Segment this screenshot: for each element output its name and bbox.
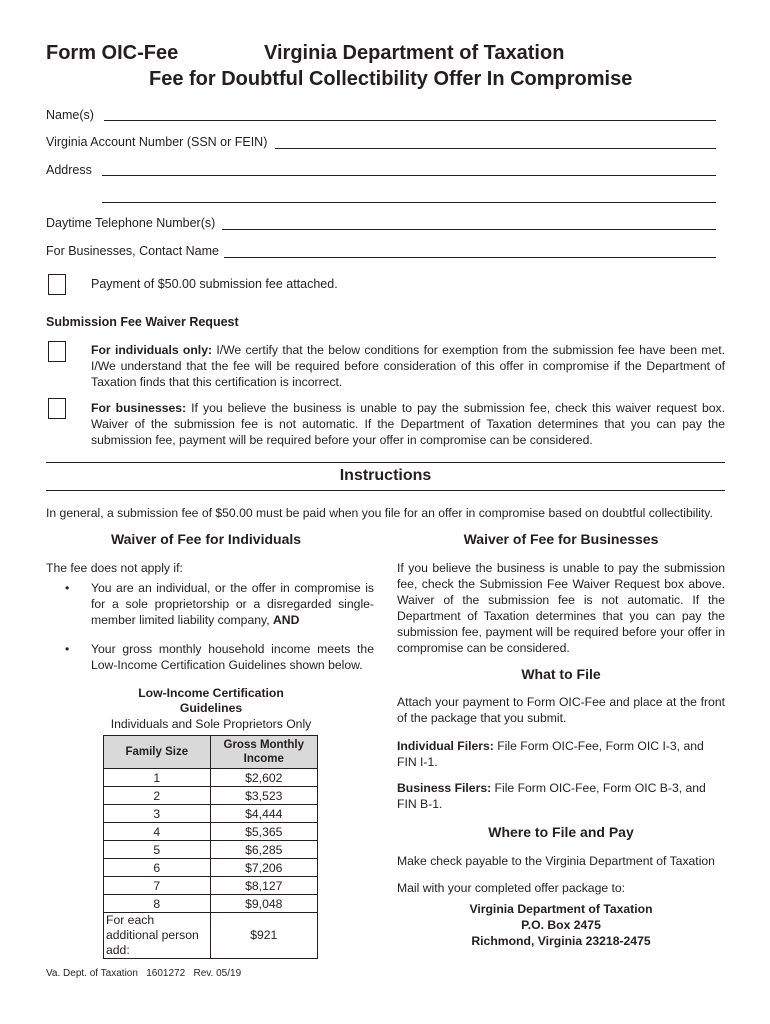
individuals-waiver-checkbox[interactable] [48, 341, 66, 362]
individuals-waiver-lead: For individuals only: [91, 343, 213, 357]
check-payable-text: Make check payable to the Virginia Department of Taxation [397, 854, 715, 868]
individuals-heading: Waiver of Fee for Individuals [110, 531, 302, 547]
businesses-waiver-lead: For businesses: [91, 401, 187, 415]
address-field-line1[interactable] [102, 175, 716, 176]
business-filers-lead: Business Filers: [397, 781, 492, 795]
payment-attached-label: Payment of $50.00 submission fee attached. [91, 277, 338, 291]
instructions-intro: In general, a submission fee of $50.00 must be paid when you file for an offer in compromise based on doubtful collectibility. [46, 506, 713, 520]
businesses-heading: Waiver of Fee for Businesses [463, 531, 659, 547]
waiver-request-heading: Submission Fee Waiver Request [46, 315, 239, 329]
business-filers-text: Business Filers: File Form OIC-Fee, Form OIC B-3, and FIN B-1. [397, 781, 706, 811]
individual-filers-lead: Individual Filers: [397, 739, 494, 753]
names-field[interactable] [104, 120, 716, 121]
account-number-label: Virginia Account Number (SSN or FEIN) [46, 135, 268, 149]
individuals-condition-2: • Your gross monthly household income meets the Low-Income Certification Guidelines shown below. [65, 642, 374, 672]
table-row: 5 $6,285 [104, 841, 318, 859]
form-id: Form OIC-Fee [46, 42, 179, 64]
phone-label: Daytime Telephone Number(s) [46, 216, 216, 230]
form-subtitle: Fee for Doubtful Collectibility Offer In Compromise [149, 68, 633, 90]
individuals-condition-1: • You are an individual, or the offer in compromise is for a sole proprietorship or a disregarded single-member limited liability company, AND [65, 581, 374, 627]
income-guidelines-table [103, 735, 318, 959]
and-emphasis: AND [272, 613, 300, 627]
table-row: 4 $5,365 [104, 823, 318, 841]
businesses-text: If you believe the business is unable to pay the submission fee, check the Submission Fee Waiver Request box above. Waiver of the submission fee is not automatic. If the Department of Taxation determines that you can pay the submission fee, payment will be required before your offer in compromise can be considered. [397, 561, 725, 655]
names-label: Name(s) [46, 108, 94, 122]
guidelines-subtitle: Individuals and Sole Proprietors Only [110, 717, 312, 731]
family-size-header: Family Size [104, 736, 211, 769]
table-row-additional: For each additional person add: $921 [104, 913, 318, 959]
table-row: 3 $4,444 [104, 805, 318, 823]
table-row: 7 $8,127 [104, 877, 318, 895]
table-row: 1 $2,602 [104, 769, 318, 787]
where-to-file-heading: Where to File and Pay [488, 824, 634, 840]
account-number-field[interactable] [275, 148, 716, 149]
mailing-address-line3: Richmond, Virginia 23218-2475 [471, 934, 651, 948]
guidelines-title: Low-Income Certification Guidelines [138, 686, 284, 715]
table-row: 2 $3,523 [104, 787, 318, 805]
individuals-waiver-body: I/We certify that the below conditions for exemption from the submission fee have been met. I/We understand that the fee will be required before consideration of this offer in compromise if the Department of Taxation finds that this certification is incorrect. [91, 343, 725, 389]
instructions-divider [46, 462, 725, 463]
businesses-waiver-text [91, 400, 725, 448]
mail-instructions-text: Mail with your completed offer package to: [397, 881, 626, 895]
table-row: 6 $7,206 [104, 859, 318, 877]
mailing-address [397, 901, 725, 949]
instructions-heading: Instructions [339, 467, 432, 484]
individual-filers-text: Individual Filers: File Form OIC-Fee, Form OIC I-3, and FIN I-1. [397, 739, 704, 769]
what-to-file-heading: What to File [521, 666, 601, 682]
what-to-file-text: Attach your payment to Form OIC-Fee and place at the front of the package that you submit. [397, 695, 725, 725]
contact-name-field[interactable] [224, 257, 716, 258]
contact-name-label: For Businesses, Contact Name [46, 244, 219, 258]
address-label: Address [46, 163, 92, 177]
instructions-divider-bottom [46, 490, 725, 491]
mailing-address-line2: P.O. Box 2475 [521, 918, 601, 932]
individuals-intro: The fee does not apply if: [46, 561, 183, 575]
table-row: 8 $9,048 [104, 895, 318, 913]
businesses-waiver-body: If you believe the business is unable to pay the submission fee, check this waiver request box. Waiver of the submission fee is not automatic. If the Department of Taxation determines that you can pay the submission fee, payment will be required before your offer in compromise can be considered. [91, 401, 726, 447]
mailing-address-line1: Virginia Department of Taxation [469, 902, 653, 916]
individuals-waiver-text [91, 342, 725, 390]
payment-attached-checkbox[interactable] [48, 274, 66, 295]
phone-field[interactable] [222, 229, 716, 230]
gross-income-header: Gross Monthly Income [210, 736, 317, 769]
individuals-conditions-list [46, 580, 374, 686]
businesses-waiver-checkbox[interactable] [48, 398, 66, 419]
address-field-line2[interactable] [102, 202, 716, 203]
form-footer: Va. Dept. of Taxation 1601272 Rev. 05/19 [46, 968, 242, 979]
agency-title: Virginia Department of Taxation [264, 42, 565, 64]
